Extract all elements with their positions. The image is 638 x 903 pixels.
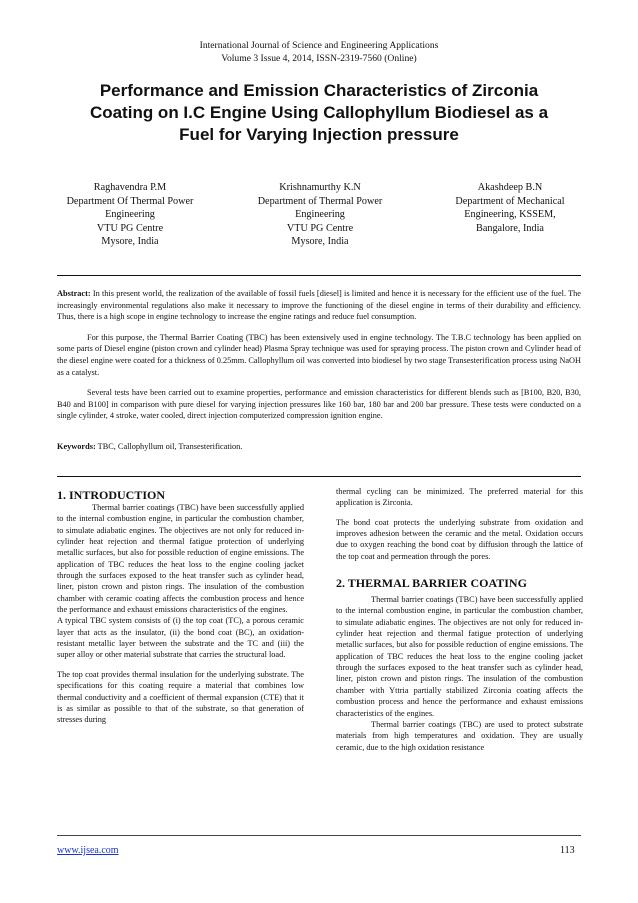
journal-volume: Volume 3 Issue 4, 2014, ISSN-2319-7560 (Online) (221, 53, 417, 64)
abstract-paragraph: Abstract: In this present world, the realization of the available of fossil fuels [diesel] is limited and hence it is necessary for the efficient use of the fuel. The increasingly environmental regulations also make it necessary to improve the functioning of the diesel engine in terms of their durability and efficiency. Thus, there is a high scope in engine technology to increase the engine ratings and reduce fuel consumption. (57, 289, 581, 322)
body-paragraph: thermal cycling can be minimized. The preferred material for this application is Zirconia. (336, 487, 583, 508)
body-paragraph: The top coat provides thermal insulation for the underlying substrate. The specifications for this coating require a material that combines low thermal conductivity and a coefficient of thermal expansion (CTE) that it is as similar as possible to that of the substrate, so that generation of stresses during (57, 669, 304, 725)
author-name: Raghavendra P.M (93, 182, 167, 193)
author-inst: VTU PG Centre (96, 222, 164, 234)
author-dept: Department of Mechanical (455, 195, 565, 207)
body-paragraph: A typical TBC system consists of (i) the top coat (TC), a porous ceramic layer that acts as the insulator, (ii) the bond coat (BC), an oxidation-resistant metallic layer between the substrate and the TC and (iii) the super alloy or other material substrate that carries the structural load. (57, 616, 304, 660)
author-inst: Bangalore, India (476, 222, 544, 234)
body-divider (57, 476, 581, 477)
title-line-1: Performance and Emission Characteristics of Zirconia (99, 81, 539, 100)
abstract-paragraph: Several tests have been carried out to examine properties, performance and emission characteristics for different blends such as [B100, B20, B30, B40 and B100] in comparison with pure diesel for varying injection pressures like 160 bar, 180 bar and 200 bar pressure. These tests were conducted on a single cylinder, 4 stroke, water cooled, direct injection computerized compression ignition engine. (57, 388, 581, 421)
author-3 (420, 181, 600, 249)
section-heading: 1. INTRODUCTION (57, 488, 166, 502)
author-1 (40, 181, 220, 249)
author-dept: Engineering (105, 209, 155, 221)
right-column (336, 486, 583, 761)
title-line-3: Fuel for Varying Injection pressure (179, 125, 459, 144)
author-dept: Engineering, KSSEM, (464, 209, 556, 221)
abstract (57, 288, 581, 431)
left-column (57, 488, 304, 734)
author-inst: VTU PG Centre (286, 222, 354, 234)
footer-divider (57, 835, 581, 836)
abstract-divider (57, 275, 581, 276)
author-name: Akashdeep B.N (477, 182, 543, 193)
abstract-paragraph: For this purpose, the Thermal Barrier Coating (TBC) has been extensively used in engine technology. The T.B.C technology has been applied on some parts of Diesel engine (piston crown and cylinder head) Plasma Spray technique was used for spraying process. The piston crown and Cylinder head of the diesel engine were coated for a thickness of 0.25mm. Callophyllum oil was converted into biodiesel by two stage Transesterification process using NaOH as a catalyst. (57, 332, 581, 377)
author-place: Mysore, India (291, 236, 349, 248)
section-heading: 2. THERMAL BARRIER COATING (336, 576, 527, 591)
body-paragraph: The bond coat protects the underlying substrate from oxidation and improves adhesion between the ceramic and the metal. Oxidation occurs due to oxygen reaching the bond coat by diffusion through the lattice of the top coat and permeation through the pores. (336, 517, 583, 561)
journal-header (0, 39, 638, 65)
body-paragraph: Thermal barrier coatings (TBC) have been successfully applied to the internal combustion engine, in particular the combustion chamber, to simulate adiabatic engines. The objectives are not only for reduced in-cylinder heat rejection and thermal fatigue protection of underlying metallic surfaces, but also for possible reduction of engine emissions. The application of TBC reduces the heat loss to the engine cooling jacket through the surfaces exposed to the heat transfer such as cylinder head, liner, piston crown and piston rings. The insulation of the combustion chamber with Yttria partially stabilized Zirconia coating affects the combustion process and hence the performance and exhaust emissions characteristics of the engines. (336, 595, 583, 718)
author-dept: Department Of Thermal Power (66, 195, 194, 207)
keywords-label: Keywords: (57, 442, 96, 451)
paper-title (40, 80, 598, 146)
author-place: Mysore, India (101, 236, 159, 248)
page-number: 113 (560, 845, 575, 856)
author-2 (230, 181, 410, 249)
author-dept: Department of Thermal Power (257, 195, 383, 207)
body-paragraph: Thermal barrier coatings (TBC) have been successfully applied to the internal combustion engine, in particular the combustion chamber, to simulate adiabatic engines. The objectives are not only for reduced in-cylinder heat rejection and thermal fatigue protection of underlying metallic surfaces, but also for possible reduction of engine emissions. The application of TBC reduces the heat loss to the engine cooling jacket through the surfaces exposed to the heat transfer such as cylinder head, liner, piston crown and piston rings. The insulation of the combustion chamber with ceramic coating affects the combustion process and hence the performance and exhaust emissions characteristics of the engines. (57, 503, 304, 615)
author-name: Krishnamurthy K.N (279, 182, 361, 193)
journal-url-link[interactable]: www.ijsea.com (57, 845, 119, 856)
keywords (57, 441, 581, 453)
author-dept: Engineering (295, 209, 345, 221)
author-block (40, 181, 600, 249)
title-line-2: Coating on I.C Engine Using Callophyllum Biodiesel as a (89, 103, 549, 122)
journal-name: International Journal of Science and Engineering Applications (199, 40, 439, 51)
abstract-label: Abstract: (57, 289, 91, 298)
keywords-text: TBC, Callophyllum oil, Transesterification. (95, 442, 243, 451)
body-paragraph: Thermal barrier coatings (TBC) are used to protect substrate materials from high temperatures and oxidation. They are usually ceramic, due to the high oxidation resistance (336, 719, 583, 752)
